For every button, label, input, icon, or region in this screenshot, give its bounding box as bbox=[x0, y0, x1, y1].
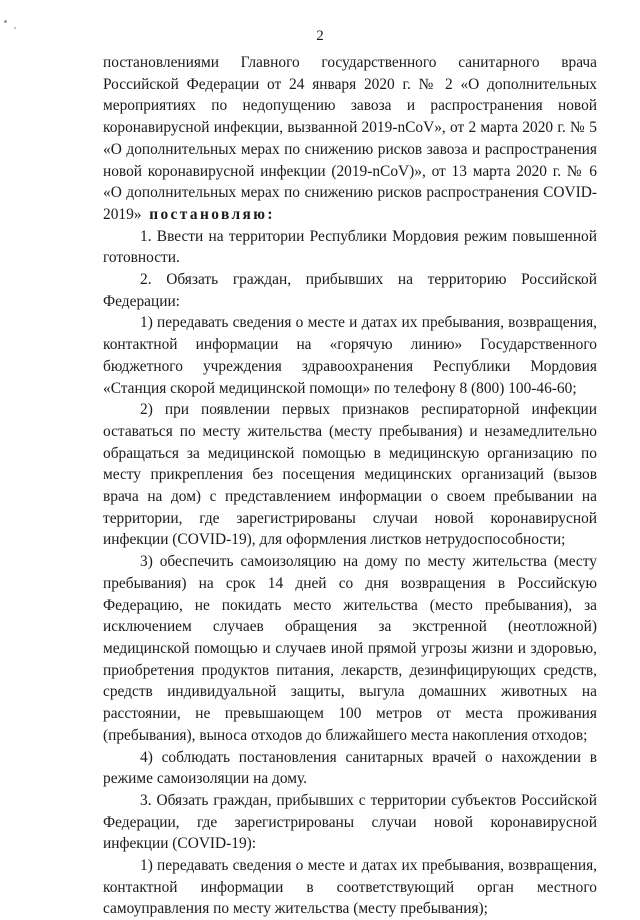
page-number: 2 bbox=[316, 28, 324, 44]
clause-2-item-3: 3) обеспечить самоизоляцию на дому по месту жительства (месту пребывания) на срок 14 дней со дня возвращения в Российскую Федерацию, не покидать место жительства (место пребывания), за исключением случаев обращения за экстренной (неотложной) медицинской помощью и случаев иной прямой угрозы жизни и здоровью, приобретения продуктов питания, лекарств, дезинфицирующих средств, средств индивидуальной защиты, выгула домашних животных на расстоянии, не превышающем 100 метров от места проживания (пребывания), выноса отходов до ближайшего места накопления отходов; bbox=[103, 553, 597, 744]
clause-2-item-1: 1) передавать сведения о месте и датах их пребывания, возвращения, контактной информации на «горячую линию» Государственного бюджетного учреждения здравоохранения Республики Мордовия «Станция скорой медицинской помощи» по телефону 8 (800) 100-46-60; bbox=[103, 314, 597, 397]
clause-2: 2. Обязать граждан, прибывших на территорию Российской Федерации: bbox=[103, 271, 597, 310]
clause-2-item-2: 2) при появлении первых признаков респираторной инфекции оставаться по месту жительства (месту пребывания) и незамедлительно обращаться за медицинской помощью в медицинскую организацию по месту прикрепления без посещения медицинских организаций (вызов врача на дом) с представлением информации о своем пребывании на территории, где зарегистрированы случаи новой коронавирусной инфекции (COVID-19), для оформления листков нетрудоспособности; bbox=[103, 401, 597, 549]
clause-3-item-1: 1) передавать сведения о месте и датах их пребывания, возвращения, контактной информации в соответствующий орган местного самоуправления по месту жительства (месту пребывания); bbox=[103, 857, 597, 918]
preamble-text: постановлениями Главного государственного санитарного врача Российской Федерации от 24 января 2020 г. № 2 «О дополнительных мероприятиях по недопущению завоза и распространения новой коронавирусной инфекции, вызванной 2019-nCoV», от 2 марта 2020 г. № 5 «О дополнительных мерах по снижению рисков завоза и распространения новой коронавирусной инфекции (2019-nCoV)», от 13 марта 2020 г. № 6 «О дополнительных мерах по снижению рисков распространения COVID-2019» bbox=[103, 54, 597, 223]
clause-3: 3. Обязать граждан, прибывших с территории субъектов Российской Федерации, где зарегистрированы случаи новой коронавирусной инфекции (COVID-19): bbox=[103, 791, 597, 853]
document-body bbox=[103, 52, 597, 920]
clause-1: 1. Ввести на территории Республики Мордовия режим повышенной готовности. bbox=[103, 227, 597, 267]
scan-artifact bbox=[4, 20, 7, 23]
clause-2-item-4: 4) соблюдать постановления санитарных врачей о нахождении в режиме самоизоляции на дому. bbox=[103, 748, 597, 788]
decree-word: постановляю: bbox=[149, 205, 275, 223]
paragraph-preamble bbox=[103, 52, 597, 226]
